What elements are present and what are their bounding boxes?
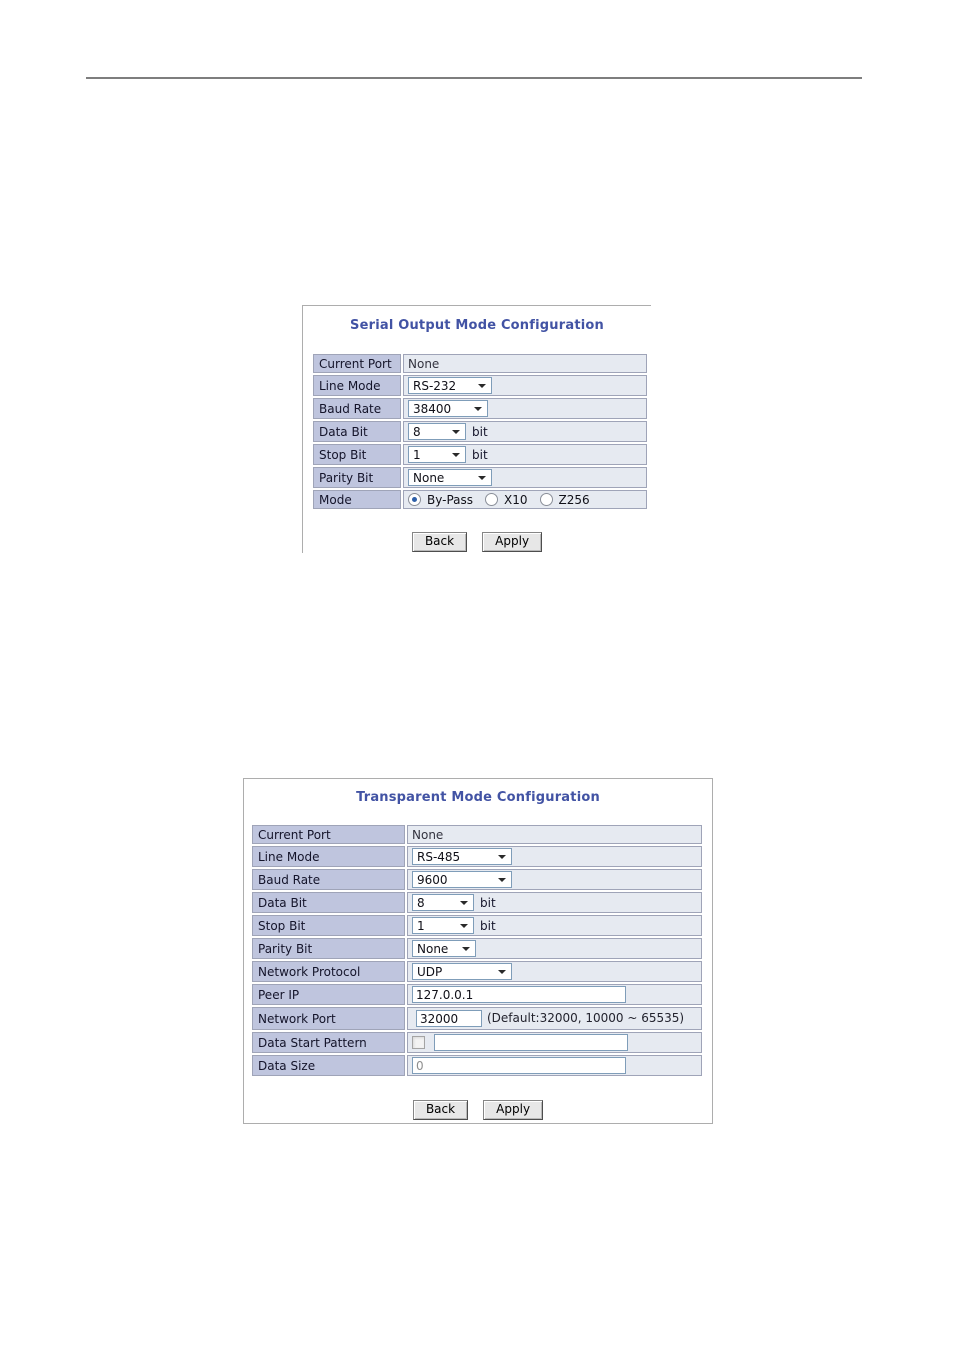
current-port-value: None — [407, 825, 702, 844]
row-current-port — [252, 825, 702, 844]
mode-label: Mode — [313, 490, 401, 509]
stop-bit-select[interactable] — [408, 446, 466, 463]
line-mode-selected-value: RS-485 — [417, 849, 461, 864]
chevron-down-icon — [452, 453, 460, 457]
data-bit-unit: bit — [472, 424, 488, 439]
serial-output-config-panel — [302, 305, 651, 553]
mode-z256-label: Z256 — [558, 492, 590, 507]
row-data-bit — [313, 421, 647, 442]
baud-rate-selected-value: 38400 — [413, 401, 452, 416]
row-baud-rate — [252, 869, 702, 890]
chevron-down-icon — [474, 407, 482, 411]
row-data-start-pattern — [252, 1032, 702, 1053]
transparent-form-title: Transparent Mode Configuration — [356, 790, 600, 805]
data-size-input[interactable] — [412, 1057, 626, 1074]
row-network-protocol — [252, 961, 702, 982]
data-start-pattern-input[interactable] — [434, 1034, 628, 1051]
mode-bypass-label: By-Pass — [427, 492, 474, 507]
data-bit-selected-value: 8 — [413, 424, 421, 439]
data-bit-label: Data Bit — [252, 892, 405, 913]
peer-ip-label: Peer IP — [252, 984, 405, 1005]
transparent-config-panel — [243, 778, 713, 1124]
network-port-input[interactable] — [416, 1010, 482, 1027]
row-data-size — [252, 1055, 702, 1076]
stop-bit-label: Stop Bit — [252, 915, 405, 936]
mode-x10-radio[interactable] — [485, 493, 498, 506]
row-stop-bit — [252, 915, 702, 936]
transparent-config-table — [250, 823, 704, 1078]
current-port-label: Current Port — [252, 825, 405, 844]
baud-rate-label: Baud Rate — [252, 869, 405, 890]
chevron-down-icon — [452, 430, 460, 434]
back-button[interactable]: Back — [412, 532, 467, 552]
row-line-mode — [313, 375, 647, 396]
network-protocol-select[interactable] — [412, 963, 512, 980]
row-parity-bit — [313, 467, 647, 488]
apply-button[interactable]: Apply — [483, 1100, 543, 1120]
stop-bit-selected-value: 1 — [413, 447, 421, 462]
row-network-port — [252, 1007, 702, 1030]
stop-bit-select[interactable] — [412, 917, 474, 934]
serial-form-title: Serial Output Mode Configuration — [350, 318, 604, 333]
chevron-down-icon — [498, 970, 506, 974]
baud-rate-label: Baud Rate — [313, 398, 401, 419]
header-divider — [86, 77, 862, 79]
data-bit-label: Data Bit — [313, 421, 401, 442]
parity-bit-select[interactable] — [408, 469, 492, 486]
network-port-hint: (Default:32000, 10000 ~ 65535) — [487, 1011, 685, 1025]
stop-bit-unit: bit — [480, 918, 496, 933]
chevron-down-icon — [460, 901, 468, 905]
parity-bit-selected-value: None — [413, 470, 445, 485]
current-port-label: Current Port — [313, 354, 401, 373]
data-size-label: Data Size — [252, 1055, 405, 1076]
parity-bit-selected-value: None — [417, 941, 449, 956]
network-port-label: Network Port — [252, 1007, 405, 1030]
chevron-down-icon — [498, 878, 506, 882]
line-mode-label: Line Mode — [313, 375, 401, 396]
mode-radio-group — [408, 493, 644, 507]
row-data-bit — [252, 892, 702, 913]
data-bit-select[interactable] — [412, 894, 474, 911]
chevron-down-icon — [478, 476, 486, 480]
baud-rate-selected-value: 9600 — [417, 872, 448, 887]
row-current-port — [313, 354, 647, 373]
chevron-down-icon — [462, 947, 470, 951]
back-button[interactable]: Back — [413, 1100, 468, 1120]
mode-bypass-radio[interactable] — [408, 493, 421, 506]
line-mode-selected-value: RS-232 — [413, 378, 457, 393]
line-mode-label: Line Mode — [252, 846, 405, 867]
row-peer-ip — [252, 984, 702, 1005]
row-baud-rate — [313, 398, 647, 419]
data-start-pattern-label: Data Start Pattern — [252, 1032, 405, 1053]
parity-bit-label: Parity Bit — [252, 938, 405, 959]
row-mode — [313, 490, 647, 509]
peer-ip-input[interactable] — [412, 986, 626, 1003]
apply-button[interactable]: Apply — [482, 532, 542, 552]
stop-bit-selected-value: 1 — [417, 918, 425, 933]
row-line-mode — [252, 846, 702, 867]
data-start-pattern-checkbox[interactable] — [412, 1036, 425, 1049]
serial-config-table — [311, 352, 649, 511]
stop-bit-unit: bit — [472, 447, 488, 462]
line-mode-select[interactable] — [408, 377, 492, 394]
data-bit-selected-value: 8 — [417, 895, 425, 910]
data-bit-unit: bit — [480, 895, 496, 910]
mode-z256-radio[interactable] — [540, 493, 553, 506]
baud-rate-select[interactable] — [408, 400, 488, 417]
network-protocol-label: Network Protocol — [252, 961, 405, 982]
current-port-value: None — [403, 354, 647, 373]
network-protocol-selected-value: UDP — [417, 964, 443, 979]
data-bit-select[interactable] — [408, 423, 466, 440]
chevron-down-icon — [478, 384, 486, 388]
line-mode-select[interactable] — [412, 848, 512, 865]
stop-bit-label: Stop Bit — [313, 444, 401, 465]
serial-button-row — [303, 530, 651, 552]
chevron-down-icon — [498, 855, 506, 859]
parity-bit-select[interactable] — [412, 940, 476, 957]
baud-rate-select[interactable] — [412, 871, 512, 888]
row-parity-bit — [252, 938, 702, 959]
chevron-down-icon — [460, 924, 468, 928]
row-stop-bit — [313, 444, 647, 465]
transparent-button-row — [244, 1098, 712, 1120]
mode-x10-label: X10 — [504, 492, 528, 507]
parity-bit-label: Parity Bit — [313, 467, 401, 488]
